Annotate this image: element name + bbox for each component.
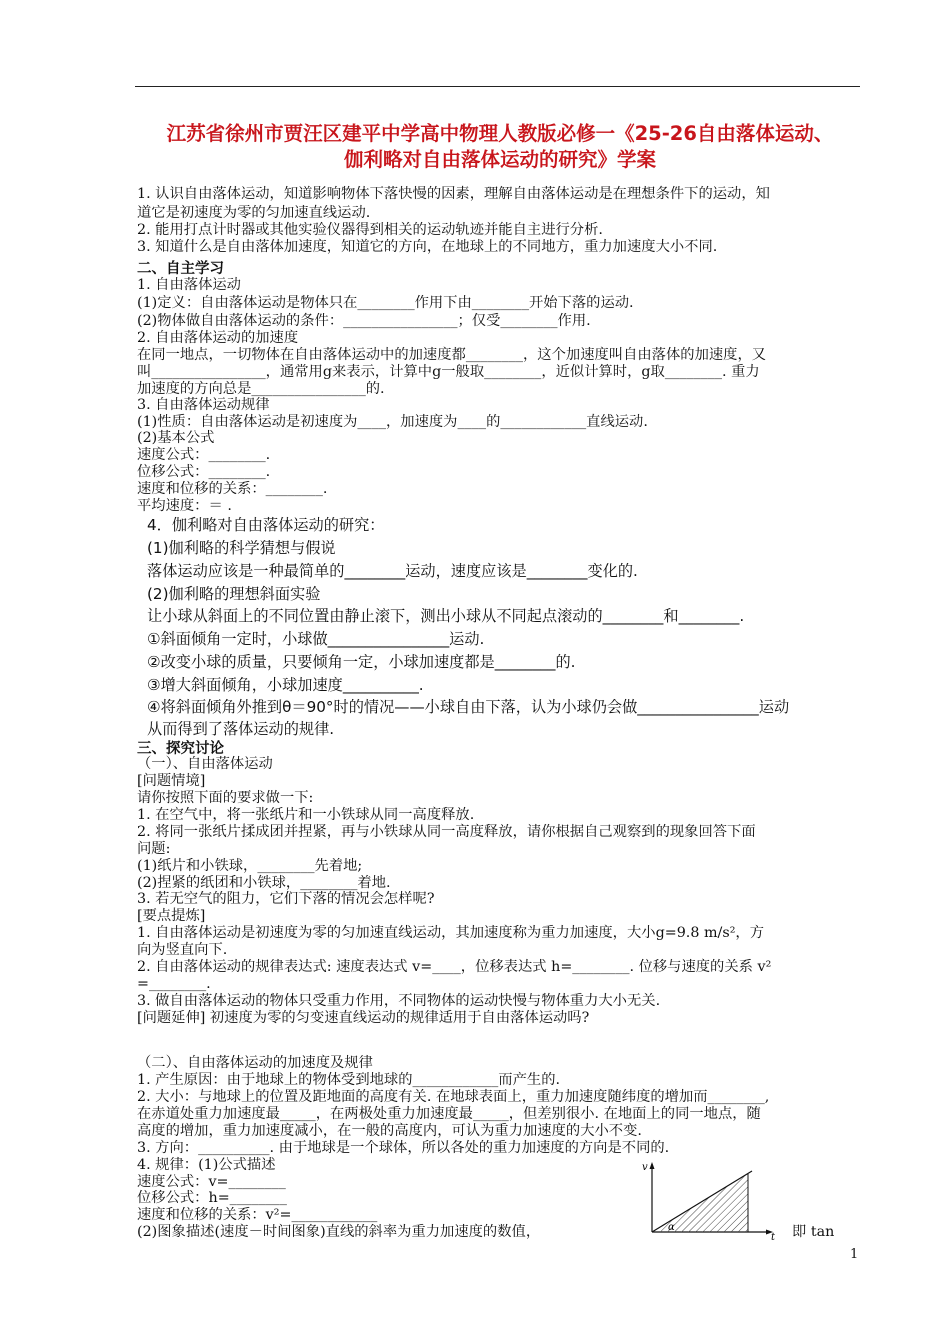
text-line: [要点提炼] [137, 908, 206, 924]
text-line: 3. 做自由落体运动的物体只受重力作用，不同物体的运动快慢与物体重力大小无关. [137, 993, 661, 1009]
galileo-line: (2)伽利略的理想斜面实验 [147, 585, 321, 603]
text-line: 高度的增加，重力加速度减小，在一般的高度内，可认为重力加速度的大小不变. [137, 1123, 642, 1139]
t-axis-label: t [771, 1232, 776, 1240]
text-line: 4. 规律：(1)公式描述 [137, 1157, 276, 1173]
text-line: 速度和位移的关系：________. [137, 481, 328, 497]
text-line: 向为竖直向下. [137, 942, 228, 958]
text-line: [问题延伸] 初速度为零的匀变速直线运动的规律适用于自由落体运动吗? [137, 1010, 590, 1026]
text-line: (2)基本公式 [137, 430, 215, 446]
galileo-line: ①斜面倾角一定时，小球做________________运动. [147, 630, 485, 648]
galileo-line: 让小球从斜面上的不同位置由静止滚下，测出小球从不同起点滚动的________和________. [147, 607, 745, 625]
section-heading-discussion: 三、探究讨论 [137, 741, 224, 757]
text-line: =________. [137, 976, 211, 992]
galileo-line: (1)伽利略的科学猜想与假说 [147, 539, 336, 557]
galileo-line: 从而得到了落体运动的规律. [147, 720, 335, 738]
text-line: 位移公式：________. [137, 464, 271, 480]
text-line: 叫________________，通常用g来表示，计算中g一般取________，近似计算时，g取________. 重力 [137, 364, 760, 380]
objective-line: 2. 能用打点计时器或其他实验仪器得到相关的运动轨迹并能自主进行分析. [137, 222, 603, 238]
galileo-line: 4．伽利略对自由落体运动的研究： [147, 516, 385, 534]
galileo-line: 落体运动应该是一种最简单的________运动，速度应该是________变化的. [147, 562, 638, 580]
text-line: 速度和位移的关系：v²=____________ [137, 1207, 378, 1223]
text-line: 2. 将同一张纸片揉成团并捏紧，再与小铁球从同一高度释放，请你根据自己观察到的现象回答下面 [137, 824, 756, 840]
text-line: 1. 产生原因：由于地球上的物体受到地球的____________而产生的. [137, 1072, 561, 1088]
text-line: 3. 方向：__________. 由于地球是一个球体，所以各处的重力加速度的方向是不同的. [137, 1140, 670, 1156]
section-heading-self-study: 二、自主学习 [137, 261, 224, 277]
text-line: (1)定义：自由落体运动是物体只在________作用下由________开始下落的运动. [137, 295, 634, 311]
page-number: 1 [850, 1247, 859, 1262]
text-line: 1. 在空气中，将一张纸片和一小铁球从同一高度释放. [137, 807, 475, 823]
v-axis-label: v [642, 1162, 648, 1173]
page-title-line-2: 伽利略对自由落体运动的研究》学案 [343, 148, 656, 171]
text-line: 2. 自由落体运动的加速度 [137, 330, 299, 346]
text-line: (2)捏紧的纸团和小铁球，________着地. [137, 875, 391, 891]
text-line: (1)性质：自由落体运动是初速度为____，加速度为____的____________直线运动. [137, 414, 648, 430]
text-line: (2)物体做自由落体运动的条件：________________；仅受________作用. [137, 313, 591, 329]
galileo-line: ③增大斜面倾角，小球加速度__________. [147, 676, 424, 694]
text-line: （一）、自由落体运动 [137, 756, 273, 772]
text-line: （二）、自由落体运动的加速度及规律 [137, 1055, 373, 1071]
v-axis-arrow-icon [650, 1162, 655, 1169]
velocity-time-graph [640, 1160, 780, 1240]
angle-label: α [668, 1222, 675, 1233]
text-line: 平均速度：＝ . [137, 498, 232, 514]
text-line: 加速度的方向总是________________的. [137, 381, 385, 397]
text-line: (2)图象描述(速度－时间图象)直线的斜率为重力加速度的数值， [137, 1224, 541, 1240]
text-line: 速度公式：v=________ [137, 1174, 286, 1190]
text-line: 1. 自由落体运动 [137, 277, 241, 293]
text-line: 3. 自由落体运动规律 [137, 397, 270, 413]
text-line: [问题情境] [137, 773, 206, 789]
objective-line: 道它是初速度为零的匀加速直线运动. [137, 205, 371, 221]
text-line: 1. 自由落体运动是初速度为零的匀加速直线运动，其加速度称为重力加速度，大小g=9.8 m/s²，方 [137, 925, 765, 941]
text-line: 3. 若无空气的阻力，它们下落的情况会怎样呢? [137, 891, 435, 907]
text-line: 2. 大小：与地球上的位置及距地面的高度有关. 在地球表面上，重力加速度随纬度的增加而________, [137, 1089, 770, 1105]
header-rule [135, 86, 860, 87]
text-line: 请你按照下面的要求做一下: [137, 790, 314, 806]
tan-text: 即 tan [792, 1224, 835, 1240]
page-title-line-1: 江苏省徐州市贾汪区建平中学高中物理人教版必修一《25-26自由落体运动、 [166, 122, 834, 145]
objective-line: 1. 认识自由落体运动，知道影响物体下落快慢的因素，理解自由落体运动是在理想条件下的运动，知 [137, 186, 770, 202]
text-line: 问题: [137, 841, 171, 857]
galileo-line: ②改变小球的质量，只要倾角一定，小球加速度都是________的. [147, 653, 576, 671]
objective-line: 3. 知道什么是自由落体加速度，知道它的方向，在地球上的不同地方，重力加速度大小不同. [137, 239, 718, 255]
text-line: 位移公式：h=________ [137, 1190, 287, 1206]
text-line: 在同一地点，一切物体在自由落体运动中的加速度都________，这个加速度叫自由落体的加速度，又 [137, 347, 767, 363]
galileo-line: ④将斜面倾角外推到θ＝90°时的情况——小球自由下落，认为小球仍会做________________运动 [147, 698, 790, 716]
text-line: 在赤道处重力加速度最_____，在两极处重力加速度最_____，但差别很小. 在地面上的同一地点，随 [137, 1106, 761, 1122]
text-line: (1)纸片和小铁球，________先着地; [137, 858, 363, 874]
text-line: 2. 自由落体运动的规律表达式: 速度表达式 v=____，位移表达式 h=________. 位移与速度的关系 v² [137, 959, 772, 975]
text-line: 速度公式：________. [137, 447, 271, 463]
